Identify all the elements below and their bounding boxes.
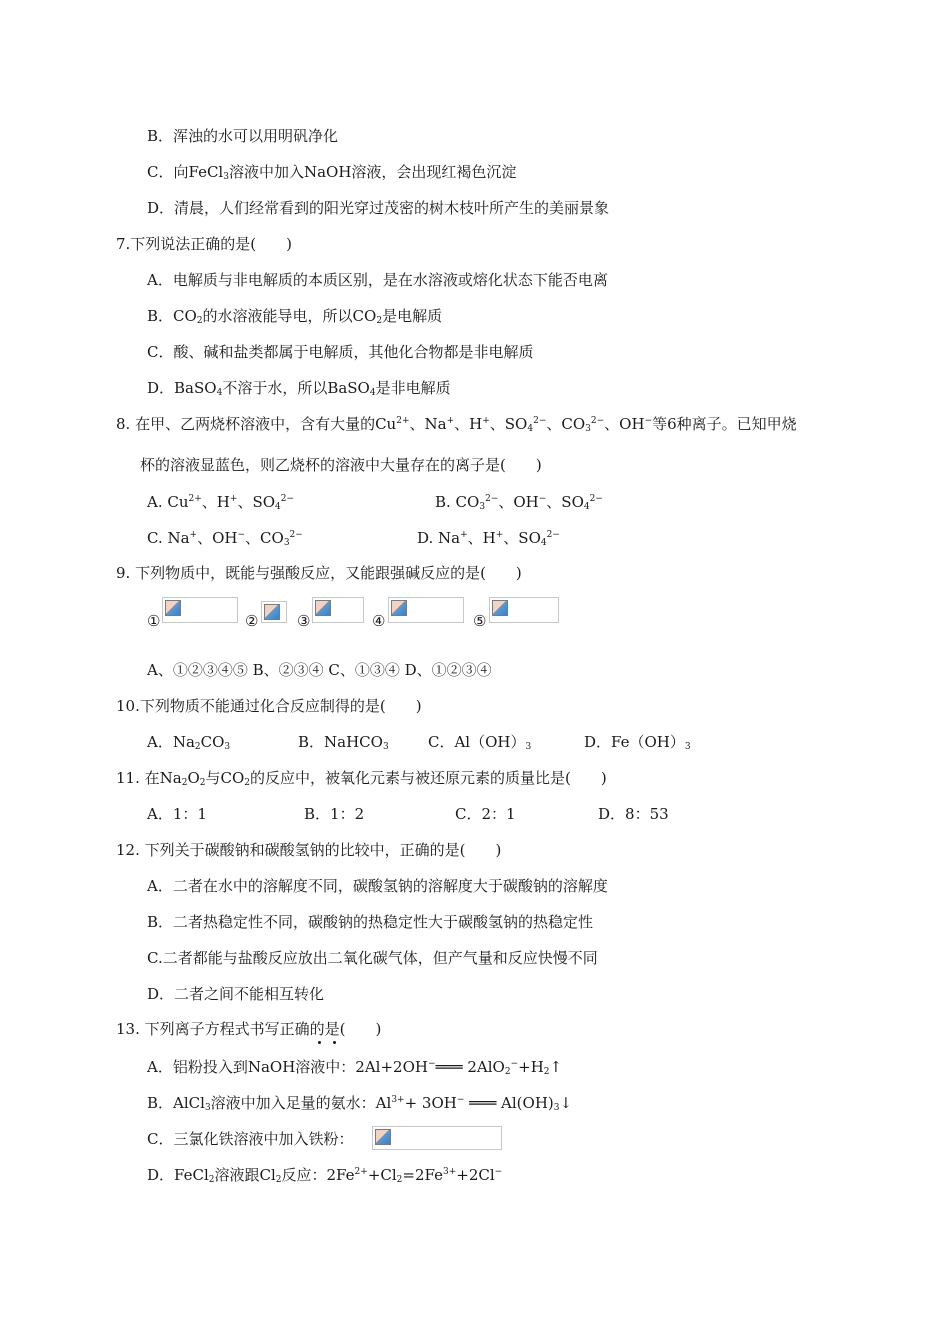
q9-item-5-image	[489, 597, 559, 623]
q12-option-c: C.二者都能与盐酸反应放出二氧化碳气体，但产气量和反应快慢不同	[147, 949, 598, 967]
q11-option-a: A．1：1	[147, 805, 207, 823]
q12-option-d: D．二者之间不能相互转化	[147, 985, 325, 1003]
broken-image-icon	[391, 600, 407, 616]
q8-option-a: A. $Cu^{2+}$、H+、$SO_4^{2-}$	[147, 493, 295, 512]
broken-image-icon	[264, 604, 280, 620]
q7-option-d: D．BaSO$_4$不溶于水，所以BaSO$_4$是非电解质	[147, 379, 451, 398]
q8-option-c: C. Na+、OH−、$CO_3^{2-}$	[147, 529, 303, 548]
q13-option-a: A．铝粉投入到NaOH溶液中：2Al+2OH−═══ $2AlO_2^-+H_2↑$	[147, 1058, 563, 1077]
q9-item-2-label: ②	[245, 612, 259, 630]
q10-option-b: B．NaHCO$_3$	[298, 733, 389, 752]
q11-stem: 11. 在$Na_2O_2$与$CO_2$的反应中，被氧化元素与被还原元素的质量比是( )	[116, 769, 607, 788]
q11-option-b: B．1：2	[304, 805, 365, 823]
q11-option-c: C．2：1	[455, 805, 516, 823]
q9-item-5-label: ⑤	[473, 612, 487, 630]
q10-option-a: A．$Na_2CO_3$	[147, 733, 231, 752]
q13-option-b: B．AlCl$_3$溶液中加入足量的氨水：$Al^{3+}+ 3OH^-$ ═══ $Al(OH)_3↓$	[147, 1094, 573, 1113]
q7-option-b: B．$CO_2$的水溶液能导电，所以$CO_2$是电解质	[147, 307, 443, 326]
q6-option-c: C．向FeCl$_3$溶液中加入NaOH溶液，会出现红褐色沉淀	[147, 163, 517, 182]
broken-image-icon	[492, 600, 508, 616]
q12-stem: 12. 下列关于碳酸钠和碳酸氢钠的比较中，正确的是( )	[116, 841, 502, 859]
q9-item-4-image	[388, 597, 464, 623]
q8-stem-line2: 杯的溶液显蓝色，则乙烧杯的溶液中大量存在的离子是( )	[140, 456, 542, 474]
broken-image-icon	[165, 600, 181, 616]
emphasis-dot	[318, 1041, 321, 1044]
q10-option-c: C．$Al(OH)_3$	[428, 733, 532, 752]
q8-option-d: D. Na+、H+、$SO_4^{2-}$	[417, 529, 560, 548]
q9-item-1-image	[162, 597, 238, 623]
q12-option-a: A．二者在水中的溶解度不同，碳酸氢钠的溶解度大于碳酸钠的溶解度	[147, 877, 608, 895]
q13-option-c: C．三氯化铁溶液中加入铁粉：	[147, 1130, 354, 1148]
q9-options: A、①②③④⑤ B、②③④ C、①③④ D、①②③④	[147, 661, 492, 679]
broken-image-icon	[375, 1129, 391, 1145]
q9-item-4-label: ④	[372, 612, 386, 630]
q6-option-b: B．浑浊的水可以用明矾净化	[147, 127, 339, 145]
emphasis-dot	[333, 1041, 336, 1044]
q13-stem: 13. 下列离子方程式书写正确的是( )	[116, 1020, 382, 1038]
q12-option-b: B．二者热稳定性不同，碳酸钠的热稳定性大于碳酸氢钠的热稳定性	[147, 913, 594, 931]
q9-item-2-image	[261, 601, 287, 623]
q8-stem: 8. 在甲、乙两烧杯溶液中，含有大量的$Cu^{2+}$、Na+、H+、$SO_4^{2-}$、$CO_3^{2-}$、OH−等6种离子。已知甲烧	[116, 415, 797, 434]
q9-item-1-label: ①	[147, 612, 161, 630]
broken-image-icon	[315, 600, 331, 616]
q8-option-b: B. $CO_3^{2-}$、OH−、$SO_4^{2-}$	[435, 493, 603, 512]
q10-stem: 10.下列物质不能通过化合反应制得的是( )	[116, 697, 422, 715]
q10-option-d: D．$Fe(OH)_3$	[584, 733, 691, 752]
q13-option-d: D．FeCl$_2$溶液跟$Cl_2$反应：$2Fe^{2+}+Cl_2=2Fe^{3+}+2Cl^-$	[147, 1166, 503, 1185]
q13-option-c-equation-image	[372, 1126, 502, 1150]
q7-option-c: C．酸、碱和盐类都属于电解质，其他化合物都是非电解质	[147, 343, 534, 361]
q11-option-d: D．8：53	[598, 805, 669, 823]
q9-item-3-image	[312, 597, 364, 623]
q9-stem: 9. 下列物质中，既能与强酸反应，又能跟强碱反应的是( )	[116, 564, 522, 582]
q9-item-3-label: ③	[297, 612, 311, 630]
q7-option-a: A．电解质与非电解质的本质区别，是在水溶液或熔化状态下能否电离	[147, 271, 608, 289]
q6-option-d: D．清晨，人们经常看到的阳光穿过茂密的树木枝叶所产生的美丽景象	[147, 199, 610, 217]
q7-stem: 7.下列说法正确的是( )	[116, 235, 293, 253]
